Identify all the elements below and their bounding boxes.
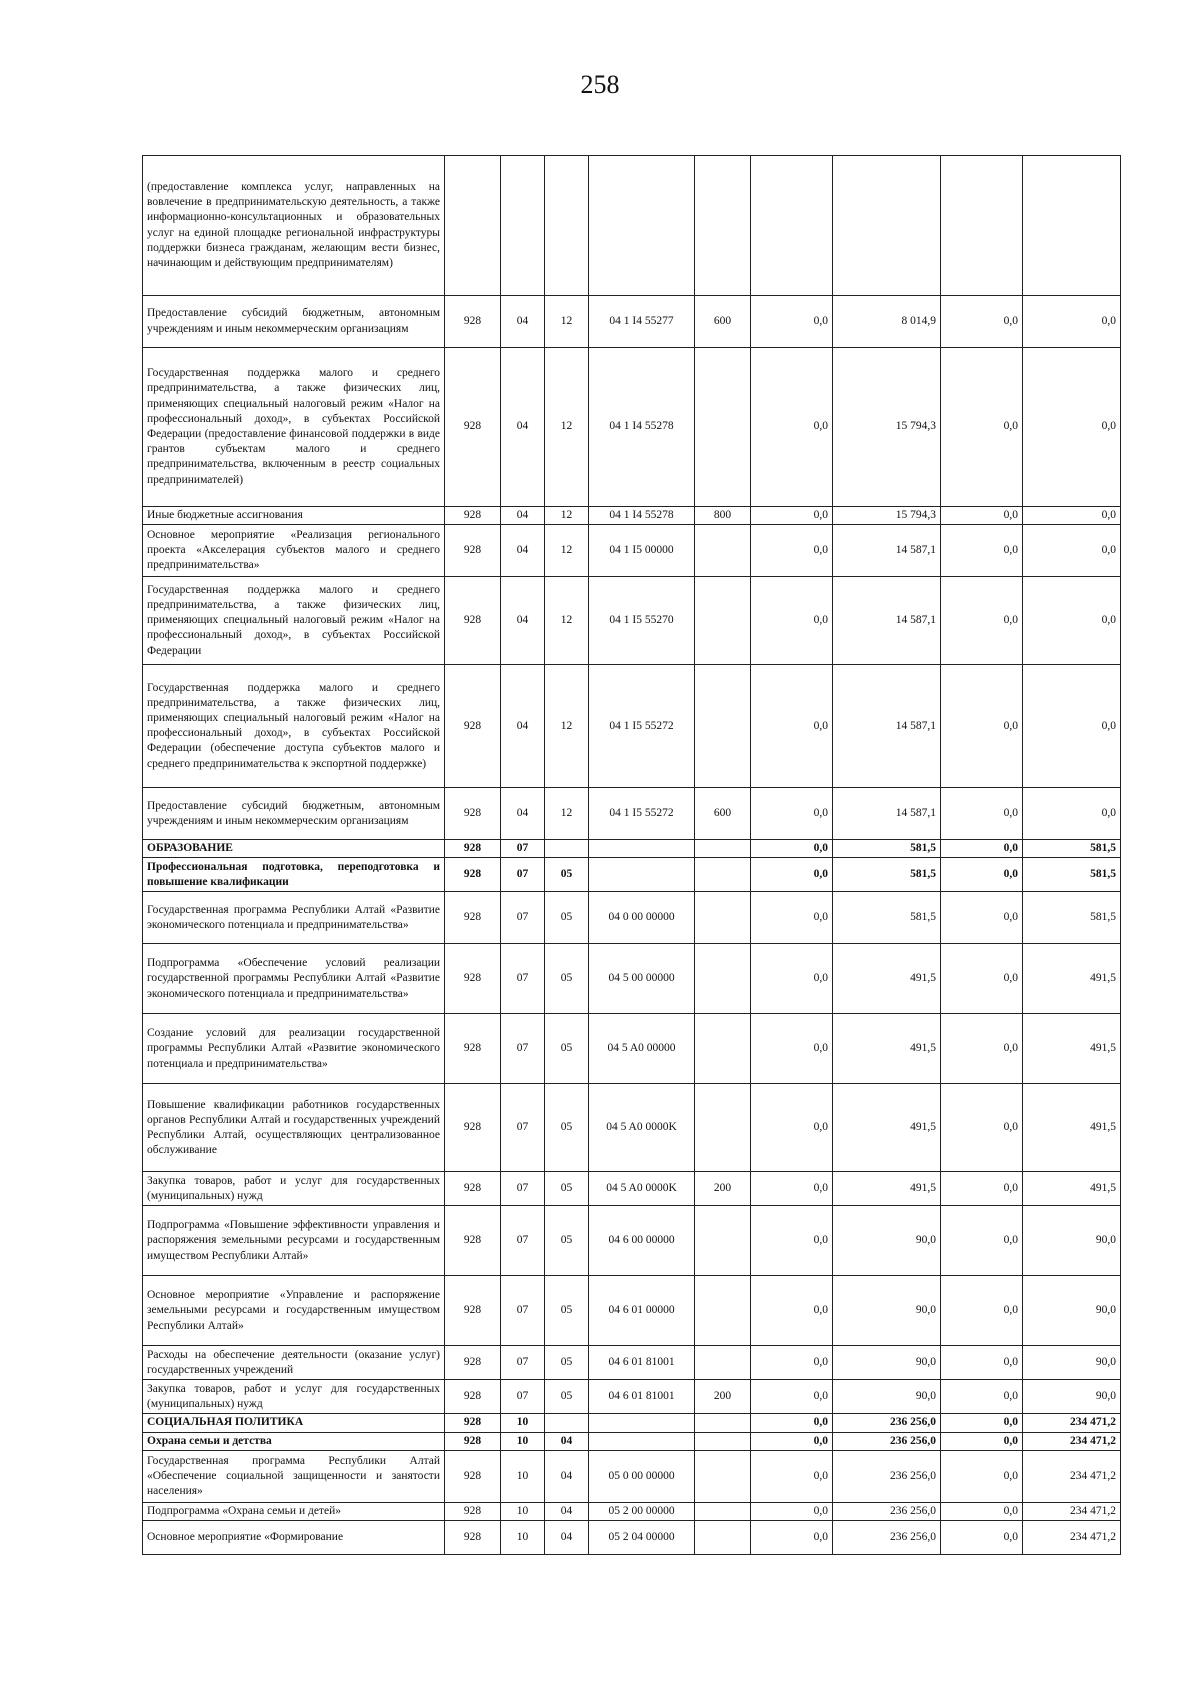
value-2-cell: 90,0 <box>833 1276 941 1346</box>
table-row <box>143 1014 1121 1084</box>
section-cell <box>501 156 545 296</box>
subsection-cell: 04 <box>545 1450 589 1502</box>
target-article-cell: 04 5 A0 0000K <box>589 1084 695 1172</box>
target-article-cell: 04 6 01 00000 <box>589 1276 695 1346</box>
value-3-cell: 0,0 <box>941 858 1023 892</box>
row-name: Государственная поддержка малого и среднего предпринимательства, а также физических лиц, применяющих специальный налоговый режим «Налог на профессиональный доход», в субъектах Российской Федерации <box>143 577 445 665</box>
value-3-cell: 0,0 <box>941 296 1023 348</box>
value-1-cell: 0,0 <box>751 1276 833 1346</box>
value-4-cell: 0,0 <box>1023 296 1121 348</box>
value-3-cell: 0,0 <box>941 1414 1023 1432</box>
row-name: Иные бюджетные ассигнования <box>143 507 445 525</box>
value-1-cell: 0,0 <box>751 507 833 525</box>
expense-type-cell <box>695 665 751 788</box>
value-1-cell: 0,0 <box>751 892 833 944</box>
table-row <box>143 348 1121 507</box>
value-2-cell: 236 256,0 <box>833 1450 941 1502</box>
value-3-cell: 0,0 <box>941 577 1023 665</box>
target-article-cell: 04 1 I4 55277 <box>589 296 695 348</box>
subsection-cell: 05 <box>545 1206 589 1276</box>
target-article-cell <box>589 1414 695 1432</box>
value-1-cell: 0,0 <box>751 840 833 858</box>
expense-type-cell <box>695 1084 751 1172</box>
expense-type-cell <box>695 525 751 577</box>
value-1-cell: 0,0 <box>751 1432 833 1450</box>
value-1-cell: 0,0 <box>751 525 833 577</box>
value-4-cell: 90,0 <box>1023 1346 1121 1380</box>
subsection-cell: 12 <box>545 296 589 348</box>
budget-table <box>142 155 1121 1555</box>
value-1-cell: 0,0 <box>751 296 833 348</box>
value-1-cell: 0,0 <box>751 348 833 507</box>
subsection-cell: 12 <box>545 788 589 840</box>
row-name: Государственная программа Республики Алтай «Развитие экономического потенциала и предпринимательства» <box>143 892 445 944</box>
value-3-cell: 0,0 <box>941 1521 1023 1555</box>
admin-code-cell: 928 <box>445 1414 501 1432</box>
value-2-cell <box>833 156 941 296</box>
admin-code-cell: 928 <box>445 1206 501 1276</box>
target-article-cell: 04 1 I5 55272 <box>589 665 695 788</box>
target-article-cell: 05 2 00 00000 <box>589 1502 695 1520</box>
admin-code-cell: 928 <box>445 507 501 525</box>
value-4-cell: 581,5 <box>1023 858 1121 892</box>
subsection-cell <box>545 156 589 296</box>
expense-type-cell <box>695 944 751 1014</box>
value-2-cell: 491,5 <box>833 1172 941 1206</box>
row-name: Предоставление субсидий бюджетным, автономным учреждениям и иным некоммерческим организациям <box>143 296 445 348</box>
value-4-cell: 234 471,2 <box>1023 1521 1121 1555</box>
row-name: Государственная программа Республики Алтай «Обеспечение социальной защищенности и занятости населения» <box>143 1450 445 1502</box>
value-3-cell: 0,0 <box>941 348 1023 507</box>
row-name: Предоставление субсидий бюджетным, автономным учреждениям и иным некоммерческим организациям <box>143 788 445 840</box>
value-2-cell: 90,0 <box>833 1206 941 1276</box>
admin-code-cell: 928 <box>445 858 501 892</box>
row-name: Подпрограмма «Обеспечение условий реализации государственной программы Республики Алтай «Развитие экономического потенциала и предпринимательства» <box>143 944 445 1014</box>
table-row <box>143 840 1121 858</box>
admin-code-cell: 928 <box>445 1450 501 1502</box>
subsection-cell: 05 <box>545 1014 589 1084</box>
expense-type-cell <box>695 1432 751 1450</box>
table-row <box>143 892 1121 944</box>
admin-code-cell: 928 <box>445 892 501 944</box>
table-row <box>143 858 1121 892</box>
expense-type-cell <box>695 577 751 665</box>
value-2-cell: 14 587,1 <box>833 665 941 788</box>
value-4-cell: 234 471,2 <box>1023 1450 1121 1502</box>
value-4-cell: 491,5 <box>1023 944 1121 1014</box>
table-row <box>143 665 1121 788</box>
expense-type-cell <box>695 1276 751 1346</box>
section-cell: 04 <box>501 577 545 665</box>
section-cell: 07 <box>501 1346 545 1380</box>
row-name: Основное мероприятие «Реализация регионального проекта «Акселерация субъектов малого и среднего предпринимательства» <box>143 525 445 577</box>
table-row <box>143 1084 1121 1172</box>
value-4-cell: 581,5 <box>1023 892 1121 944</box>
admin-code-cell: 928 <box>445 348 501 507</box>
row-name: Закупка товаров, работ и услуг для государственных (муниципальных) нужд <box>143 1172 445 1206</box>
subsection-cell: 04 <box>545 1432 589 1450</box>
value-2-cell: 8 014,9 <box>833 296 941 348</box>
table-row <box>143 1172 1121 1206</box>
value-4-cell: 90,0 <box>1023 1276 1121 1346</box>
target-article-cell: 04 5 A0 00000 <box>589 1014 695 1084</box>
subsection-cell <box>545 1414 589 1432</box>
value-4-cell: 0,0 <box>1023 507 1121 525</box>
section-cell: 07 <box>501 858 545 892</box>
section-cell: 07 <box>501 1014 545 1084</box>
admin-code-cell: 928 <box>445 1084 501 1172</box>
section-cell: 07 <box>501 1172 545 1206</box>
admin-code-cell: 928 <box>445 840 501 858</box>
target-article-cell: 04 1 I5 00000 <box>589 525 695 577</box>
section-cell: 10 <box>501 1432 545 1450</box>
value-2-cell: 14 587,1 <box>833 525 941 577</box>
subsection-cell: 05 <box>545 944 589 1014</box>
row-name: Государственная поддержка малого и среднего предпринимательства, а также физических лиц, применяющих специальный налоговый режим «Налог на профессиональный доход», в субъектах Российской Федерации (предоставление финансовой поддержки в виде грантов субъектам малого и среднего предпринимательства, включенным в реестр социальных предпринимателей) <box>143 348 445 507</box>
subsection-cell: 12 <box>545 348 589 507</box>
value-2-cell: 491,5 <box>833 1014 941 1084</box>
admin-code-cell: 928 <box>445 944 501 1014</box>
table-row <box>143 577 1121 665</box>
target-article-cell: 04 1 I4 55278 <box>589 348 695 507</box>
row-name: Охрана семьи и детства <box>143 1432 445 1450</box>
value-3-cell: 0,0 <box>941 944 1023 1014</box>
value-4-cell: 0,0 <box>1023 665 1121 788</box>
section-cell: 04 <box>501 296 545 348</box>
value-3-cell: 0,0 <box>941 788 1023 840</box>
value-1-cell: 0,0 <box>751 1346 833 1380</box>
expense-type-cell <box>695 840 751 858</box>
value-1-cell: 0,0 <box>751 858 833 892</box>
row-name: Повышение квалификации работников государственных органов Республики Алтай и государственных учреждений Республики Алтай, осуществляющих централизованное обслуживание <box>143 1084 445 1172</box>
subsection-cell: 04 <box>545 1521 589 1555</box>
section-cell: 04 <box>501 525 545 577</box>
value-3-cell: 0,0 <box>941 507 1023 525</box>
value-4-cell: 0,0 <box>1023 348 1121 507</box>
value-2-cell: 90,0 <box>833 1380 941 1414</box>
target-article-cell <box>589 858 695 892</box>
value-2-cell: 15 794,3 <box>833 348 941 507</box>
target-article-cell <box>589 156 695 296</box>
row-name: Профессиональная подготовка, переподготовка и повышение квалификации <box>143 858 445 892</box>
expense-type-cell <box>695 156 751 296</box>
section-cell: 10 <box>501 1450 545 1502</box>
value-1-cell: 0,0 <box>751 1521 833 1555</box>
admin-code-cell: 928 <box>445 1502 501 1520</box>
target-article-cell: 04 6 00 00000 <box>589 1206 695 1276</box>
value-2-cell: 236 256,0 <box>833 1414 941 1432</box>
admin-code-cell: 928 <box>445 1172 501 1206</box>
row-name: ОБРАЗОВАНИЕ <box>143 840 445 858</box>
subsection-cell: 12 <box>545 507 589 525</box>
subsection-cell: 12 <box>545 665 589 788</box>
value-1-cell: 0,0 <box>751 788 833 840</box>
table-row <box>143 156 1121 296</box>
value-3-cell: 0,0 <box>941 1450 1023 1502</box>
expense-type-cell: 800 <box>695 507 751 525</box>
expense-type-cell <box>695 1502 751 1520</box>
row-name: Основное мероприятие «Управление и распоряжение земельными ресурсами и государственным имуществом Республики Алтай» <box>143 1276 445 1346</box>
row-name: Подпрограмма «Охрана семьи и детей» <box>143 1502 445 1520</box>
expense-type-cell <box>695 1521 751 1555</box>
section-cell: 04 <box>501 665 545 788</box>
value-3-cell: 0,0 <box>941 1380 1023 1414</box>
row-name: (предоставление комплекса услуг, направленных на вовлечение в предпринимательскую деятельность, а также информационно-консультационных и образовательных услуг на единой площадке региональной инфраструктуры поддержки бизнеса гражданам, желающим вести бизнес, начинающим и действующим предпринимателям) <box>143 156 445 296</box>
row-name: Расходы на обеспечение деятельности (оказание услуг) государственных учреждений <box>143 1346 445 1380</box>
expense-type-cell <box>695 1346 751 1380</box>
value-3-cell: 0,0 <box>941 1502 1023 1520</box>
value-3-cell: 0,0 <box>941 1206 1023 1276</box>
subsection-cell <box>545 840 589 858</box>
value-2-cell: 14 587,1 <box>833 577 941 665</box>
subsection-cell: 04 <box>545 1502 589 1520</box>
admin-code-cell: 928 <box>445 1346 501 1380</box>
admin-code-cell: 928 <box>445 788 501 840</box>
value-4-cell: 491,5 <box>1023 1172 1121 1206</box>
budget-table-body <box>143 156 1121 1555</box>
value-1-cell <box>751 156 833 296</box>
value-1-cell: 0,0 <box>751 1502 833 1520</box>
section-cell: 07 <box>501 944 545 1014</box>
subsection-cell: 05 <box>545 1276 589 1346</box>
expense-type-cell <box>695 858 751 892</box>
target-article-cell: 04 1 I4 55278 <box>589 507 695 525</box>
value-2-cell: 14 587,1 <box>833 788 941 840</box>
section-cell: 07 <box>501 1380 545 1414</box>
value-1-cell: 0,0 <box>751 1084 833 1172</box>
value-4-cell: 0,0 <box>1023 525 1121 577</box>
admin-code-cell: 928 <box>445 1521 501 1555</box>
value-4-cell: 90,0 <box>1023 1206 1121 1276</box>
table-row <box>143 525 1121 577</box>
value-3-cell: 0,0 <box>941 1014 1023 1084</box>
table-row <box>143 944 1121 1014</box>
admin-code-cell: 928 <box>445 1432 501 1450</box>
target-article-cell: 04 0 00 00000 <box>589 892 695 944</box>
subsection-cell: 05 <box>545 1380 589 1414</box>
admin-code-cell: 928 <box>445 1014 501 1084</box>
value-4-cell: 234 471,2 <box>1023 1414 1121 1432</box>
value-3-cell: 0,0 <box>941 525 1023 577</box>
value-3-cell: 0,0 <box>941 1346 1023 1380</box>
row-name: СОЦИАЛЬНАЯ ПОЛИТИКА <box>143 1414 445 1432</box>
row-name: Закупка товаров, работ и услуг для государственных (муниципальных) нужд <box>143 1380 445 1414</box>
value-4-cell: 0,0 <box>1023 788 1121 840</box>
expense-type-cell <box>695 1014 751 1084</box>
value-1-cell: 0,0 <box>751 577 833 665</box>
table-row <box>143 507 1121 525</box>
value-2-cell: 581,5 <box>833 858 941 892</box>
section-cell: 04 <box>501 788 545 840</box>
value-2-cell: 90,0 <box>833 1346 941 1380</box>
value-2-cell: 236 256,0 <box>833 1521 941 1555</box>
row-name: Создание условий для реализации государственной программы Республики Алтай «Развитие экономического потенциала и предпринимательства» <box>143 1014 445 1084</box>
value-1-cell: 0,0 <box>751 1450 833 1502</box>
value-1-cell: 0,0 <box>751 1014 833 1084</box>
value-1-cell: 0,0 <box>751 1414 833 1432</box>
value-4-cell: 234 471,2 <box>1023 1432 1121 1450</box>
value-4-cell: 0,0 <box>1023 577 1121 665</box>
section-cell: 10 <box>501 1521 545 1555</box>
target-article-cell: 04 1 I5 55272 <box>589 788 695 840</box>
value-4-cell: 234 471,2 <box>1023 1502 1121 1520</box>
value-1-cell: 0,0 <box>751 1380 833 1414</box>
value-3-cell: 0,0 <box>941 1084 1023 1172</box>
table-row <box>143 1502 1121 1520</box>
target-article-cell: 04 5 00 00000 <box>589 944 695 1014</box>
target-article-cell <box>589 840 695 858</box>
target-article-cell: 04 6 01 81001 <box>589 1380 695 1414</box>
table-row <box>143 296 1121 348</box>
expense-type-cell <box>695 1450 751 1502</box>
table-row <box>143 788 1121 840</box>
subsection-cell: 05 <box>545 858 589 892</box>
admin-code-cell: 928 <box>445 665 501 788</box>
value-4-cell: 581,5 <box>1023 840 1121 858</box>
value-2-cell: 581,5 <box>833 840 941 858</box>
value-3-cell: 0,0 <box>941 1432 1023 1450</box>
table-row <box>143 1521 1121 1555</box>
subsection-cell: 05 <box>545 1084 589 1172</box>
target-article-cell: 04 6 01 81001 <box>589 1346 695 1380</box>
subsection-cell: 12 <box>545 525 589 577</box>
section-cell: 07 <box>501 1206 545 1276</box>
value-2-cell: 581,5 <box>833 892 941 944</box>
value-1-cell: 0,0 <box>751 665 833 788</box>
section-cell: 07 <box>501 1084 545 1172</box>
value-4-cell: 491,5 <box>1023 1014 1121 1084</box>
target-article-cell: 05 2 04 00000 <box>589 1521 695 1555</box>
table-row <box>143 1276 1121 1346</box>
value-1-cell: 0,0 <box>751 944 833 1014</box>
expense-type-cell <box>695 348 751 507</box>
expense-type-cell: 600 <box>695 296 751 348</box>
admin-code-cell: 928 <box>445 1380 501 1414</box>
target-article-cell: 05 0 00 00000 <box>589 1450 695 1502</box>
admin-code-cell: 928 <box>445 296 501 348</box>
value-3-cell: 0,0 <box>941 1172 1023 1206</box>
expense-type-cell: 200 <box>695 1380 751 1414</box>
table-row <box>143 1414 1121 1432</box>
target-article-cell: 04 5 A0 0000K <box>589 1172 695 1206</box>
expense-type-cell <box>695 892 751 944</box>
table-row <box>143 1346 1121 1380</box>
target-article-cell: 04 1 I5 55270 <box>589 577 695 665</box>
value-1-cell: 0,0 <box>751 1206 833 1276</box>
value-4-cell: 90,0 <box>1023 1380 1121 1414</box>
section-cell: 04 <box>501 507 545 525</box>
section-cell: 07 <box>501 1276 545 1346</box>
admin-code-cell: 928 <box>445 525 501 577</box>
value-2-cell: 236 256,0 <box>833 1502 941 1520</box>
value-4-cell: 491,5 <box>1023 1084 1121 1172</box>
section-cell: 04 <box>501 348 545 507</box>
subsection-cell: 12 <box>545 577 589 665</box>
value-4-cell <box>1023 156 1121 296</box>
expense-type-cell: 600 <box>695 788 751 840</box>
row-name: Государственная поддержка малого и среднего предпринимательства, а также физических лиц, применяющих специальный налоговый режим «Налог на профессиональный доход», в субъектах Российской Федерации (обеспечение доступа субъектов малого и среднего предпринимательства к экспортной поддержке) <box>143 665 445 788</box>
admin-code-cell <box>445 156 501 296</box>
table-row <box>143 1432 1121 1450</box>
table-row <box>143 1450 1121 1502</box>
value-3-cell: 0,0 <box>941 1276 1023 1346</box>
expense-type-cell <box>695 1206 751 1276</box>
section-cell: 10 <box>501 1502 545 1520</box>
section-cell: 07 <box>501 840 545 858</box>
expense-type-cell <box>695 1414 751 1432</box>
value-3-cell: 0,0 <box>941 665 1023 788</box>
admin-code-cell: 928 <box>445 1276 501 1346</box>
row-name: Подпрограмма «Повышение эффективности управления и распоряжения земельными ресурсами и государственным имуществом Республики Алтай» <box>143 1206 445 1276</box>
value-2-cell: 236 256,0 <box>833 1432 941 1450</box>
admin-code-cell: 928 <box>445 577 501 665</box>
value-2-cell: 15 794,3 <box>833 507 941 525</box>
value-3-cell: 0,0 <box>941 840 1023 858</box>
table-row <box>143 1380 1121 1414</box>
table-row <box>143 1206 1121 1276</box>
target-article-cell <box>589 1432 695 1450</box>
value-2-cell: 491,5 <box>833 1084 941 1172</box>
section-cell: 07 <box>501 892 545 944</box>
subsection-cell: 05 <box>545 1346 589 1380</box>
page-number: 258 <box>580 70 620 99</box>
row-name: Основное мероприятие «Формирование <box>143 1521 445 1555</box>
value-2-cell: 491,5 <box>833 944 941 1014</box>
value-3-cell <box>941 156 1023 296</box>
subsection-cell: 05 <box>545 1172 589 1206</box>
value-1-cell: 0,0 <box>751 1172 833 1206</box>
subsection-cell: 05 <box>545 892 589 944</box>
expense-type-cell: 200 <box>695 1172 751 1206</box>
value-3-cell: 0,0 <box>941 892 1023 944</box>
section-cell: 10 <box>501 1414 545 1432</box>
